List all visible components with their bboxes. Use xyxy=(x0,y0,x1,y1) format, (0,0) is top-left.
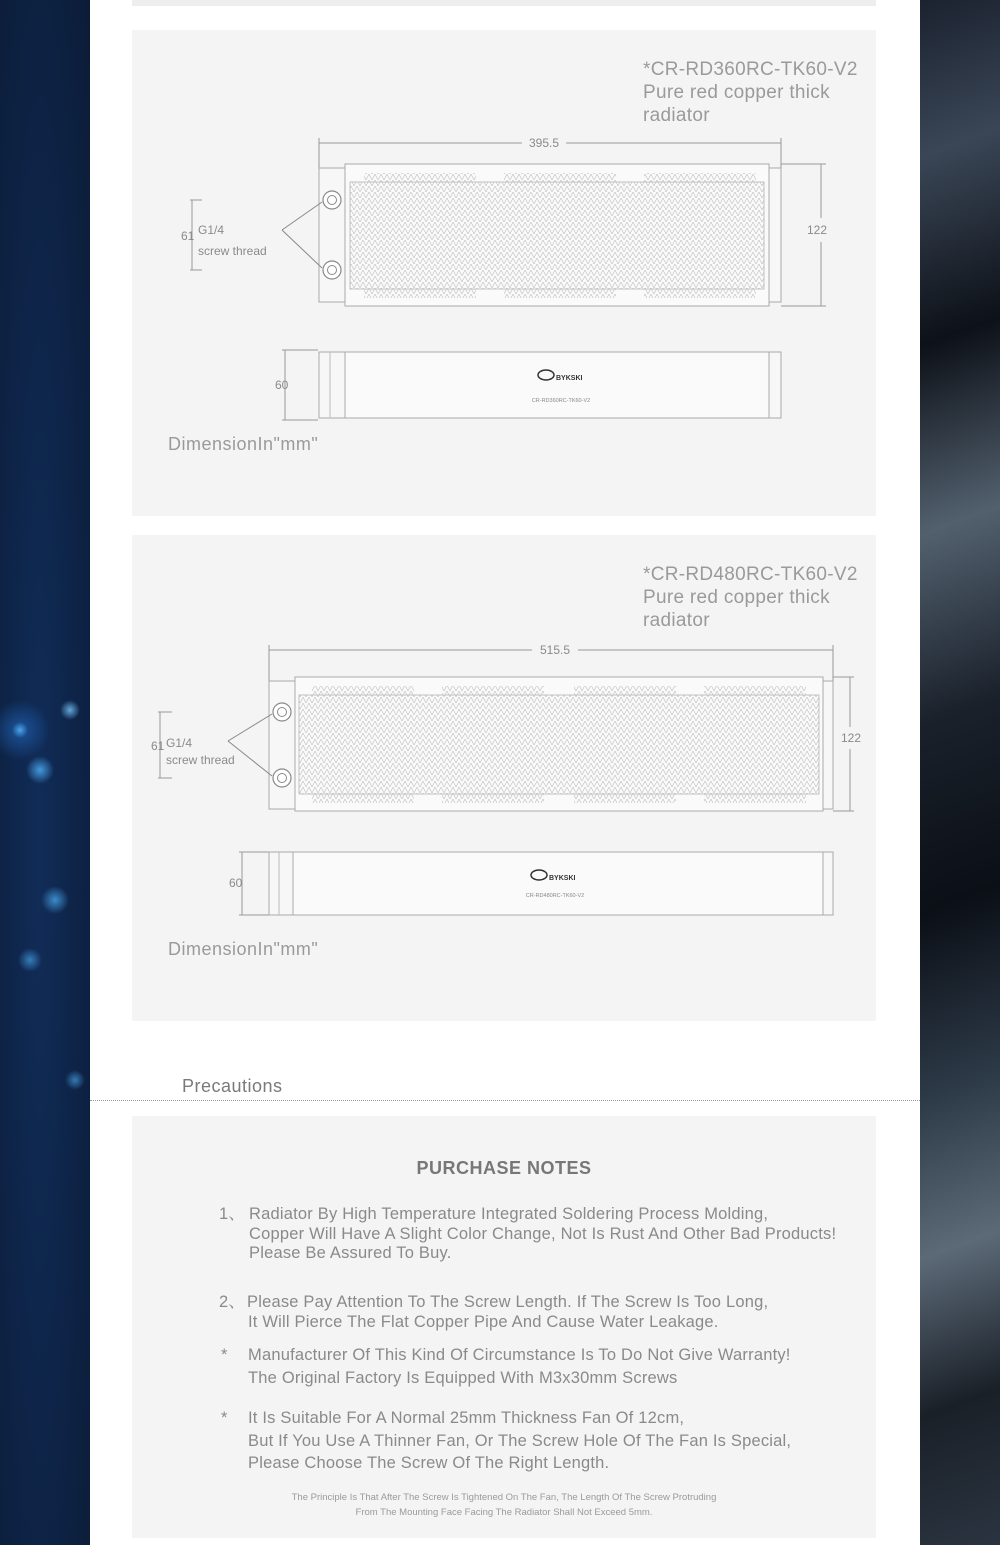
radiator-480-panel xyxy=(132,535,876,1021)
title-line: *CR-RD480RC-TK60-V2 xyxy=(643,564,858,585)
note-line: Copper Will Have A Slight Color Change, Not Is Rust And Other Bad Products! xyxy=(249,1224,837,1243)
note-item-1 xyxy=(219,1205,837,1264)
width-dimension-label: 515.5 xyxy=(539,643,571,657)
purchase-notes-title: PURCHASE NOTES xyxy=(416,1158,592,1178)
radiator-480-drawing xyxy=(132,535,876,935)
right-decorative-background xyxy=(920,0,1000,1545)
note-line: Radiator By High Temperature Integrated Soldering Process Molding, xyxy=(249,1205,769,1223)
note-marker: * xyxy=(221,1409,228,1427)
thread-type-label: screw thread xyxy=(166,753,235,767)
note-line: It Is Suitable For A Normal 25mm Thickness Fan Of 12cm, xyxy=(248,1409,685,1427)
dotted-divider xyxy=(90,1100,920,1101)
height-dimension-label: 122 xyxy=(840,731,862,745)
radiator-360-drawing xyxy=(132,30,876,430)
note-line: It Will Pierce The Flat Copper Pipe And Cause Water Leakage. xyxy=(248,1312,719,1331)
note-line: Please Be Assured To Buy. xyxy=(249,1244,452,1262)
model-print: CR-RD480RC-TK60-V2 xyxy=(525,893,585,899)
note-line: Please Pay Attention To The Screw Length. If The Screw Is Too Long, xyxy=(247,1293,769,1311)
note-line: Manufacturer Of This Kind Of Circumstance Is To Do Not Give Warranty! xyxy=(248,1346,791,1364)
logo-text: BYKSKI xyxy=(549,875,576,882)
note-line: Please Choose The Screw Of The Right Length. xyxy=(248,1454,610,1472)
title-line: Pure red copper thick xyxy=(643,82,830,103)
title-line: radiator xyxy=(643,610,710,631)
page-content xyxy=(90,0,920,1545)
note-item-4 xyxy=(221,1407,792,1475)
width-dimension-label: 395.5 xyxy=(528,136,560,150)
left-decorative-background xyxy=(0,0,90,1545)
thread-size-label: G1/4 xyxy=(166,736,193,750)
thickness-dimension-label: 60 xyxy=(275,378,289,392)
note-marker: * xyxy=(221,1346,228,1364)
note-item-2 xyxy=(219,1293,769,1332)
height-dimension-label: 122 xyxy=(806,223,828,237)
port-spacing-label: 61 xyxy=(151,739,165,753)
title-line: Pure red copper thick xyxy=(643,587,830,608)
note-marker: 2、 xyxy=(219,1293,246,1311)
model-print: CR-RD360RC-TK60-V2 xyxy=(531,398,591,404)
note-line: But If You Use A Thinner Fan, Or The Screw Hole Of The Fan Is Special, xyxy=(248,1431,792,1450)
fine-print-line: The Principle Is That After The Screw Is Tightened On The Fan, The Length Of The Screw Protruding xyxy=(291,1492,717,1503)
thread-size-label: G1/4 xyxy=(198,223,225,237)
fine-print xyxy=(132,1490,876,1520)
dimension-note: DimensionIn"mm" xyxy=(168,939,319,959)
previous-panel-edge xyxy=(132,0,876,6)
dimension-note: DimensionIn"mm" xyxy=(168,434,319,454)
note-marker: 1、 xyxy=(219,1205,246,1223)
port-spacing-label: 61 xyxy=(181,229,195,243)
logo-text: BYKSKI xyxy=(556,375,583,382)
fine-print-line: From The Mounting Face Facing The Radiator Shall Not Exceed 5mm. xyxy=(355,1507,653,1518)
thickness-dimension-label: 60 xyxy=(229,876,243,890)
note-line: The Original Factory Is Equipped With M3x30mm Screws xyxy=(248,1369,678,1387)
precautions-heading: Precautions xyxy=(182,1076,283,1096)
title-line: radiator xyxy=(643,105,710,126)
title-line: *CR-RD360RC-TK60-V2 xyxy=(643,59,858,80)
thread-type-label: screw thread xyxy=(198,244,267,258)
note-item-3 xyxy=(221,1344,791,1390)
purchase-notes-panel xyxy=(132,1116,876,1538)
radiator-360-panel xyxy=(132,30,876,516)
